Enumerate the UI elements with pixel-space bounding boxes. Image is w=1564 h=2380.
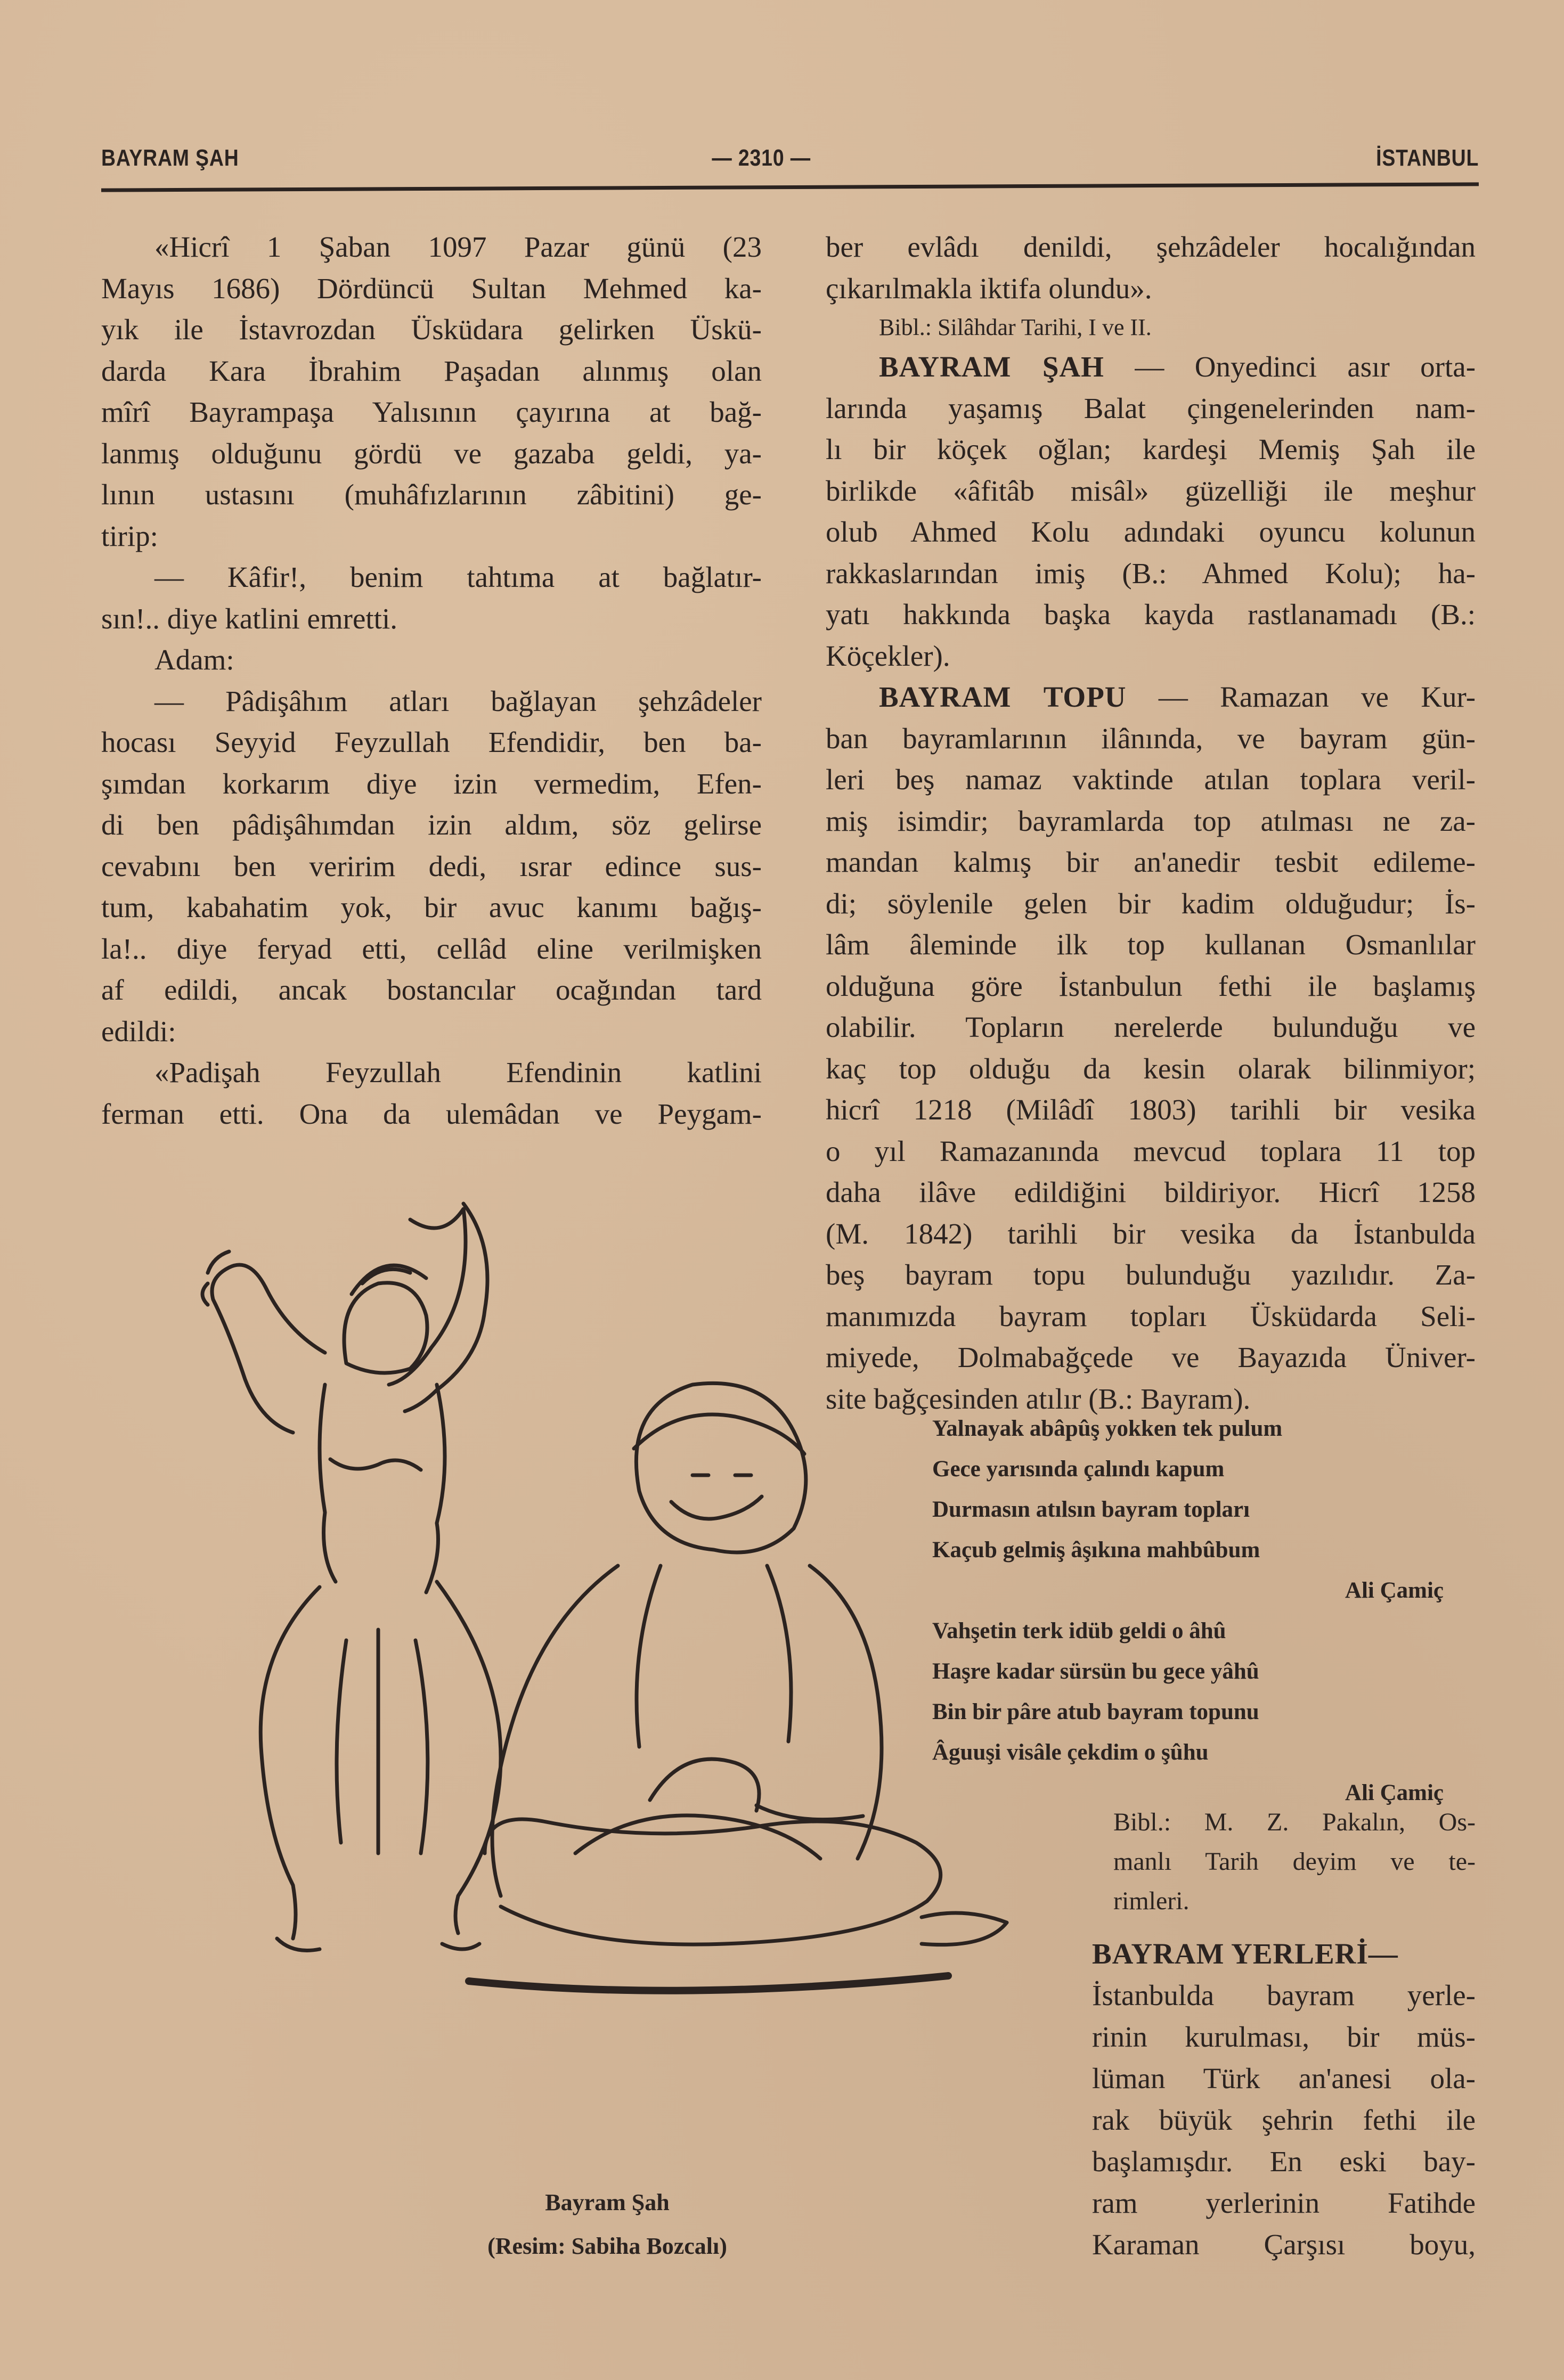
caption-title: Bayram Şah — [545, 2189, 670, 2215]
text-line — [826, 676, 1476, 718]
text-line: cevabını ben veririm dedi, ısrar edince sus- — [101, 849, 762, 882]
text-line: larında yaşamış Balat çingenelerinden nam- — [826, 391, 1476, 424]
text-line — [826, 346, 1476, 388]
bibliography-line: manlı Tarih deyim ve te- — [1113, 1847, 1476, 1876]
illustration-caption — [437, 2181, 778, 2268]
text-line: la!.. diye feryad etti, cellâd eline verilmişken — [101, 932, 762, 965]
text-line: o yıl Ramazanında mevcud toplara 11 top — [826, 1134, 1476, 1167]
text-line: miyede, Dolmabağçede ve Bayazıda Üniver- — [826, 1341, 1476, 1373]
text-line: ram yerlerinin Fatihde — [1092, 2187, 1476, 2219]
text-line: lanmış olduğunu gördü ve gazaba geldi, ya- — [101, 437, 762, 470]
poem-author: Ali Çamiç — [1345, 1780, 1444, 1805]
text-line: olabilir. Topların nerelerde bulunduğu ve — [826, 1011, 1476, 1043]
text-line: başlamışdır. En eski bay- — [1092, 2145, 1476, 2178]
text-line: lüman Türk an'anesi ola- — [1092, 2062, 1476, 2095]
text-line: lâm âleminde ilk top kullanan Osmanlılar — [826, 928, 1476, 961]
text-line: manımızda bayram topları Üsküdarda Seli- — [826, 1299, 1476, 1332]
paragraph — [101, 1052, 762, 1134]
text-line: daha ilâve edildiğini bildiriyor. Hicrî 1258 — [826, 1176, 1476, 1208]
paragraph — [101, 681, 762, 1052]
text-line: ber evlâdı denildi, şehzâdeler hocalığından — [826, 231, 1476, 263]
text-line: lı bir köçek oğlan; kardeşi Memiş Şah ile — [826, 433, 1476, 465]
text-line: — Pâdişâhım atları bağlayan şehzâdeler — [154, 684, 762, 717]
text-line: kaç top olduğu da kesin olarak bilinmiyor; — [826, 1052, 1476, 1085]
text-line: hicrî 1218 (Milâdî 1803) tarihli bir vesika — [826, 1093, 1476, 1126]
paragraph — [826, 346, 1476, 676]
paragraph — [101, 226, 762, 557]
text-line: hocası Seyyid Feyzullah Efendidir, ben ba- — [101, 726, 762, 758]
text-line: Karaman Çarşısı boyu, — [1092, 2228, 1476, 2261]
entry-heading: BAYRAM TOPU — [879, 681, 1127, 713]
left-column — [101, 226, 762, 1134]
caption-credit: (Resim: Sabiha Bozcalı) — [487, 2233, 727, 2259]
entry-bayram-yerleri — [1092, 1933, 1476, 2266]
running-head-right: İSTANBUL — [1375, 145, 1479, 171]
poem-line: Yalnayak abâpûş yokken tek pulum — [932, 1416, 1283, 1441]
entry-heading: BAYRAM ŞAH — [879, 350, 1104, 383]
poem-line: Haşre kadar sürsün bu gece yâhû — [932, 1659, 1259, 1684]
paragraph — [101, 639, 762, 681]
dancer-figure — [202, 1204, 501, 1951]
text-line: darda Kara İbrahim Paşadan alınmış olan — [101, 354, 762, 387]
poem-line: Kaçub gelmiş âşıkına mahbûbum — [932, 1537, 1260, 1563]
text-line: — Kâfir!, benim tahtıma at bağlatır- — [154, 561, 762, 593]
text-line: miş isimdir; bayramlarda top atılması ne za- — [826, 804, 1476, 837]
text-line: rakkaslarından imiş (B.: Ahmed Kolu); ha- — [826, 557, 1476, 590]
poem-line: Durmasın atılsın bayram topları — [932, 1497, 1250, 1522]
text-line: birlikde «âfitâb misâl» güzelliği ile meşhur — [826, 474, 1476, 507]
illustration-bayram-sah — [96, 1161, 1097, 2173]
running-head-left: BAYRAM ŞAH — [101, 145, 239, 171]
text-line: mandan kalmış bir an'anedir tesbit edileme- — [826, 846, 1476, 878]
bibliography-line: Bibl.: Silâhdar Tarihi, I ve II. — [879, 314, 1152, 340]
text-line: yık ile İstavrozdan Üsküdara gelirken Üskü- — [101, 313, 762, 346]
text-line: yatı hakkında başka kayda rastlanamadı (B.: — [826, 598, 1476, 631]
text-line: şımdan korkarım diye izin vermedim, Efen- — [101, 767, 762, 800]
text-line: Adam: — [154, 643, 234, 676]
paragraph — [826, 309, 1476, 346]
text-line: olduğuna göre İstanbulun fethi ile başlamış — [826, 969, 1476, 1002]
bibliography — [1113, 1803, 1476, 1921]
paragraph — [101, 557, 762, 639]
text-line: (M. 1842) tarihli bir vesika da İstanbulda — [826, 1217, 1476, 1250]
text-line: rinin kurulması, bir müs- — [1092, 2021, 1476, 2053]
bibliography-line: rimleri. — [1113, 1887, 1190, 1915]
text-line: İstanbulda bayram yerle- — [1092, 1979, 1476, 2011]
text-line: «Padişah Feyzullah Efendinin katlini — [154, 1056, 762, 1089]
text-line: af edildi, ancak bostancılar ocağından tard — [101, 974, 762, 1006]
text-span: — Ramazan ve Kur- — [1126, 681, 1476, 713]
text-span: — Onyedinci asır orta- — [1104, 350, 1476, 383]
bibliography-line: Bibl.: M. Z. Pakalın, Os- — [1113, 1808, 1476, 1836]
text-line: Köçekler). — [826, 639, 950, 672]
paragraph — [826, 226, 1476, 309]
poem-line: Bin bir pâre atub bayram topunu — [932, 1699, 1259, 1724]
text-line: di; söylenile gelen bir kadim olduğudur; İs- — [826, 887, 1476, 920]
header-rule — [101, 182, 1479, 192]
text-line: ferman etti. Ona da ulemâdan ve Peygam- — [101, 1097, 762, 1130]
text-line: tum, kabahatim yok, bir avuc kanımı bağış- — [101, 891, 762, 923]
text-line: ban bayramlarının ilânında, ve bayram gün- — [826, 722, 1476, 755]
text-line: beş bayram topu bulunduğu yazılıdır. Za- — [826, 1258, 1476, 1291]
poem-author: Ali Çamiç — [1345, 1578, 1444, 1603]
text-line: olub Ahmed Kolu adındaki oyuncu kolunun — [826, 516, 1476, 548]
poem-line: Vahşetin terk idüb geldi o âhû — [932, 1618, 1226, 1643]
seated-man-figure — [469, 1383, 1007, 1990]
text-line: di ben pâdişâhımdan izin aldım, söz gelirse — [101, 808, 762, 841]
text-line: tirip: — [101, 519, 158, 552]
text-line: sın!.. diye katlini emretti. — [101, 602, 397, 635]
text-line: site bağçesinden atılır (B.: Bayram). — [826, 1382, 1251, 1415]
entry-heading: BAYRAM YERLERİ— — [1092, 1937, 1398, 1970]
text-line: çıkarılmakla iktifa olundu». — [826, 272, 1152, 305]
text-line: leri beş namaz vaktinde atılan toplara veril- — [826, 763, 1476, 796]
text-line: «Hicrî 1 Şaban 1097 Pazar günü (23 — [154, 231, 762, 263]
text-line: Mayıs 1686) Dördüncü Sultan Mehmed ka- — [101, 272, 762, 305]
poem-line: Gece yarısında çalındı kapum — [932, 1457, 1225, 1482]
text-line: lının ustasını (muhâfızlarının zâbitini) ge- — [101, 478, 762, 511]
text-line: edildi: — [101, 1015, 176, 1048]
page-number: — 2310 — — [712, 145, 811, 171]
text-line: rak büyük şehrin fethi ile — [1092, 2104, 1476, 2136]
poem-line: Âguuşi visâle çekdim o şûhu — [932, 1740, 1209, 1765]
text-line: mîrî Bayrampaşa Yalısının çayırına at bağ- — [101, 396, 762, 428]
